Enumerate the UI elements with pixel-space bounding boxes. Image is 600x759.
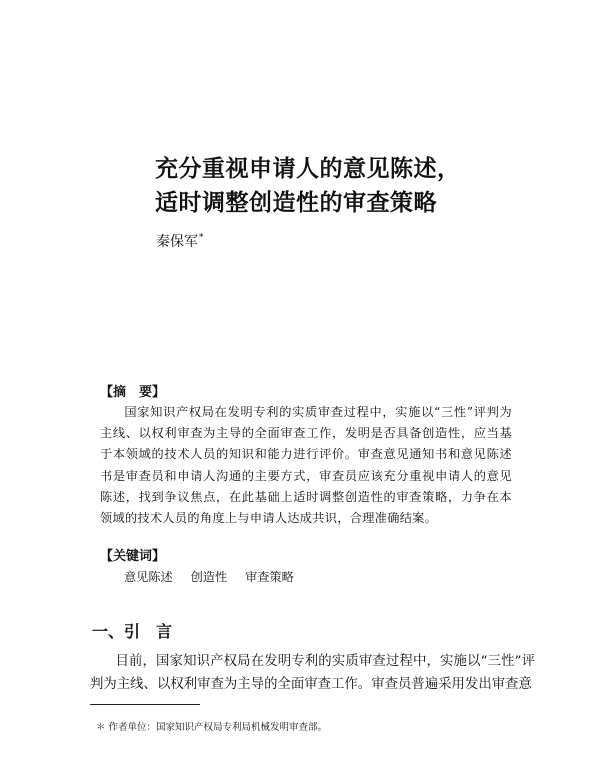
author-name: 秦保军	[156, 234, 198, 250]
keyword-item: 审查策略	[245, 570, 294, 584]
keywords-list	[124, 568, 308, 585]
section-number: 一、	[92, 622, 125, 641]
paper-title	[155, 152, 461, 220]
keyword-item: 意见陈述	[124, 570, 173, 584]
keywords-heading: 【关键词】	[100, 549, 166, 564]
abstract-heading: 【摘 要】	[100, 385, 166, 400]
section-heading	[92, 619, 172, 642]
title-line-1: 充分重视申请人的意见陈述，	[155, 156, 461, 182]
author-footnote-mark: *	[199, 233, 204, 244]
abstract-text: 国家知识产权局在发明专利的实质审查过程中，实施以“三性”评判为主线、以权利审查为主导的全面审查工作，发明是否具备创造性，应当基于本领域的技术人员的知识和能力进行评价。审查意见通知书和意见陈述书是审查员和申请人沟通的主要方式，审查员应该充分重视申请人的意见陈述，找到争议焦点，在此基础上适时调整创造性的审查策略，力争在本领域的技术人员的角度上与申请人达成共识，合理准确结案。	[100, 405, 512, 526]
footnote-divider	[90, 704, 200, 705]
footnote-text: ＊ 作者单位：国家知识产权局专利局机械发明审查部。	[96, 722, 328, 733]
section-body-text: 目前，国家知识产权局在发明专利的实质审查过程中，实施以“三性”评判为主线、以权利审查为主导的全面审查工作。审查员普遍采用发出审查意	[90, 654, 535, 692]
author-line	[156, 231, 204, 251]
section-title: 引 言	[124, 622, 173, 641]
title-line-2: 适时调整创造性的审查策略	[155, 190, 437, 216]
keyword-item: 创造性	[190, 570, 228, 584]
